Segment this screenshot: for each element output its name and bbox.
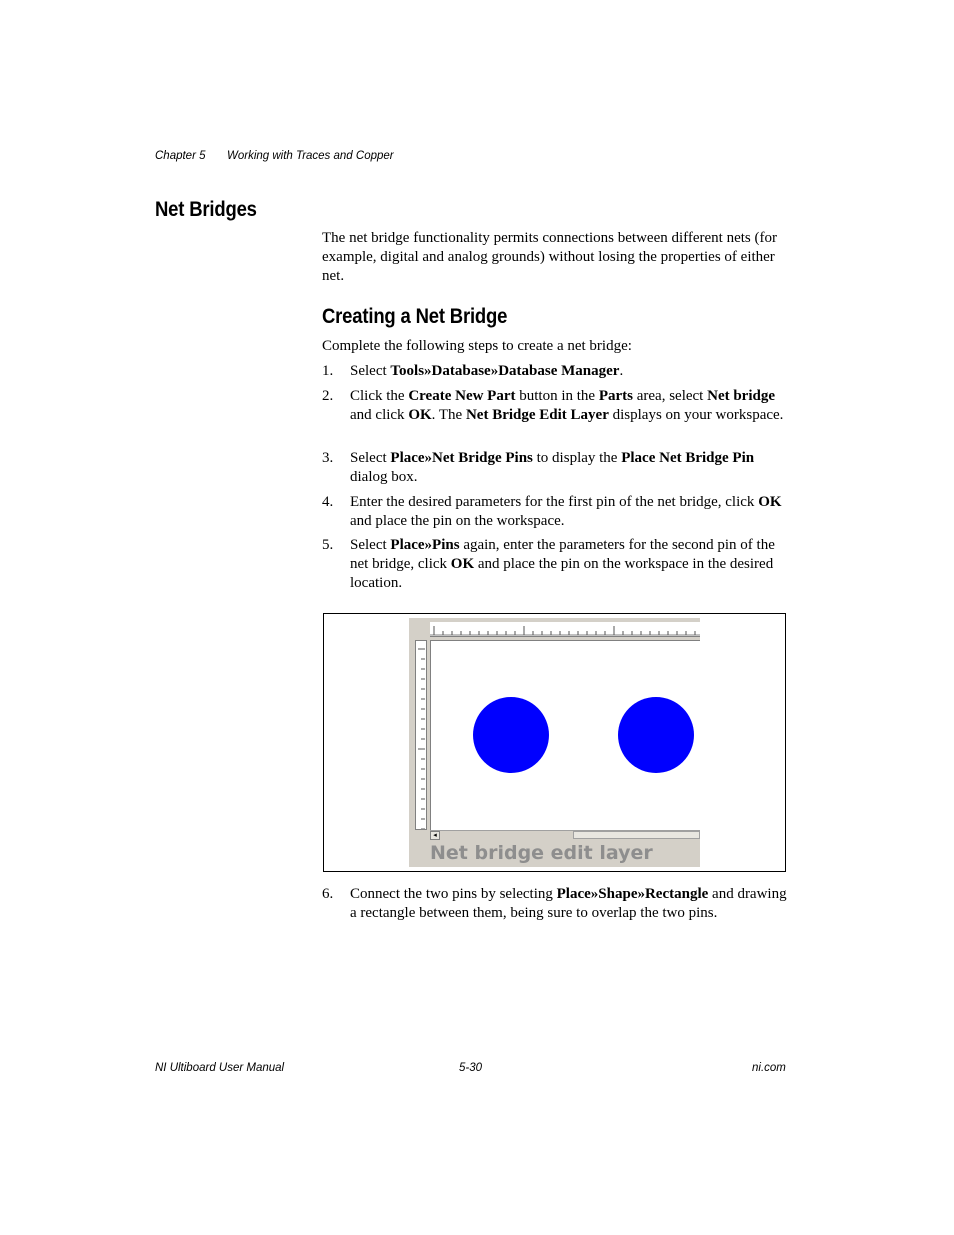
ui-term: Place»Net Bridge Pins	[390, 450, 533, 466]
step-text: Select Tools»Database»Database Manager.	[350, 363, 624, 379]
step-number: 1.	[322, 363, 334, 379]
net-bridge-figure	[323, 613, 786, 872]
ui-term: OK	[408, 407, 432, 423]
ui-term: OK	[758, 494, 782, 510]
step-5	[322, 536, 788, 593]
vertical-ruler	[415, 640, 427, 830]
step-1	[322, 362, 788, 381]
footer-page-number: 5-30	[459, 1062, 483, 1074]
step-number: 4.	[322, 494, 334, 510]
section-intro: The net bridge functionality permits connections between different nets (for example, digital and analog grounds) without losing the properties of either net.	[322, 230, 777, 284]
horizontal-scrollbar[interactable]	[430, 830, 700, 841]
step-number: 2.	[322, 388, 334, 404]
step-4	[322, 493, 788, 531]
layer-name-label: Net bridge edit layer	[430, 842, 653, 864]
section-title: Net Bridges	[155, 198, 257, 221]
ui-term: Net bridge	[707, 388, 776, 404]
subsection-title: Creating a Net Bridge	[322, 305, 508, 328]
step-number: 3.	[322, 450, 334, 466]
ui-term: Place»Shape»Rectangle	[556, 886, 709, 902]
net-bridge-pin-1[interactable]	[473, 697, 549, 773]
chapter-label: Chapter 5	[155, 150, 206, 162]
scroll-thumb[interactable]	[573, 831, 700, 839]
running-header	[155, 150, 394, 162]
ui-term: OK	[450, 556, 475, 572]
step-3	[322, 449, 788, 487]
ui-term: Place Net Bridge Pin	[621, 450, 755, 466]
step-text: Click the Create New Part button in the Parts area, select Net bridge and click OK. The Net Bridge Edit Layer displays on your workspace.	[350, 388, 784, 423]
step-text: Select Place»Pins again, enter the parameters for the second pin of the net bridge, click OK and place the pin on the workspace in the desired location.	[350, 537, 775, 591]
subsection-intro: Complete the following steps to create a net bridge:	[322, 338, 632, 354]
horizontal-ruler	[430, 622, 700, 637]
ui-term: Create New Part	[408, 388, 516, 404]
ui-term: Parts	[598, 388, 633, 404]
step-2	[322, 387, 788, 425]
workspace-canvas[interactable]	[430, 640, 700, 831]
step-text: Enter the desired parameters for the first pin of the net bridge, click OK and place the pin on the workspace.	[350, 494, 782, 529]
chapter-title: Working with Traces and Copper	[227, 150, 394, 162]
footer-website-link[interactable]: ni.com	[752, 1062, 786, 1074]
scroll-left-arrow-icon[interactable]: ◂	[430, 831, 440, 840]
ui-term: Place»Pins	[390, 537, 460, 553]
step-6	[322, 885, 788, 923]
ui-term: Tools»Database»Database Manager	[390, 363, 620, 379]
ui-term: Net Bridge Edit Layer	[465, 407, 609, 423]
net-bridge-edit-window	[409, 618, 700, 867]
step-number: 5.	[322, 537, 334, 553]
net-bridge-pin-2[interactable]	[618, 697, 694, 773]
step-text: Connect the two pins by selecting Place»Shape»Rectangle and drawing a rectangle between them, being sure to overlap the two pins.	[350, 886, 787, 921]
step-number: 6.	[322, 886, 334, 902]
step-text: Select Place»Net Bridge Pins to display the Place Net Bridge Pin dialog box.	[350, 450, 755, 485]
footer-manual-title: NI Ultiboard User Manual	[155, 1062, 285, 1074]
